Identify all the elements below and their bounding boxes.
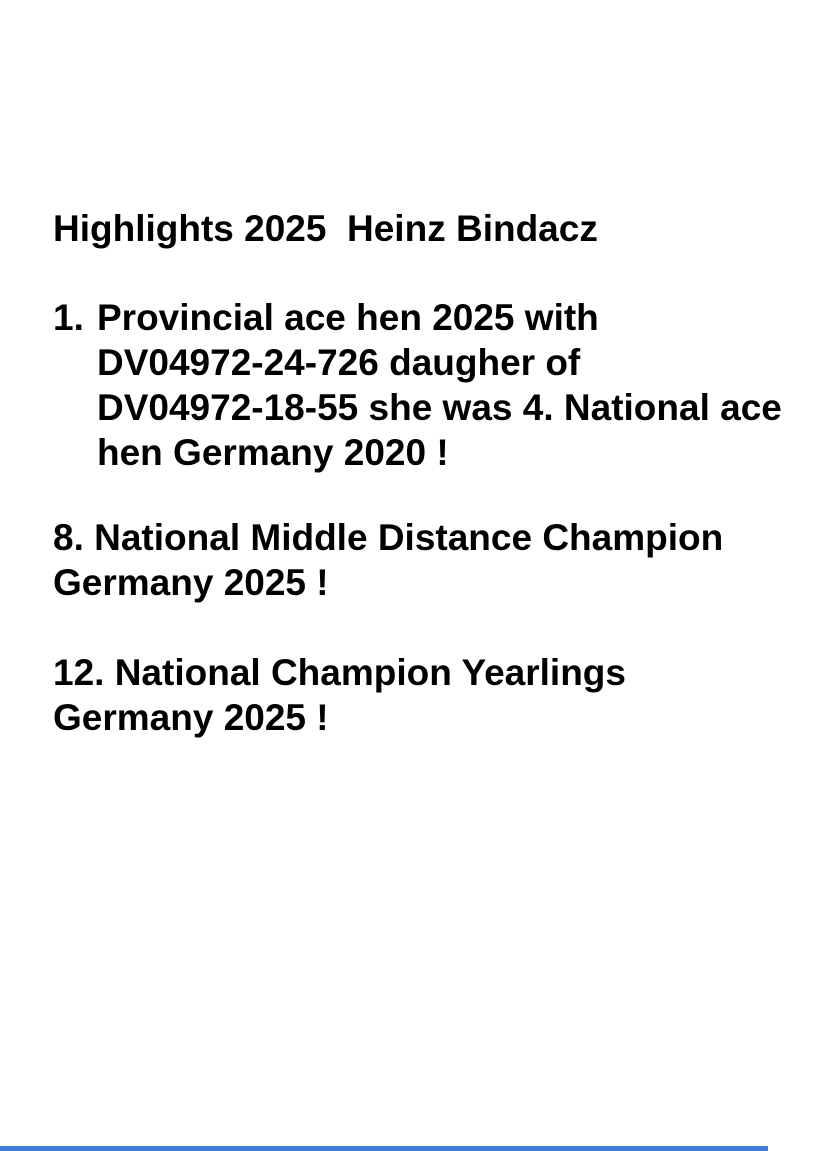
text-line: 12. National Champion Yearlings — [53, 652, 626, 693]
text-line: 8. National Middle Distance Champion — [53, 517, 724, 558]
progress-bar — [0, 1146, 768, 1151]
text-line: Germany 2025 ! — [53, 562, 329, 603]
list-item-12 — [53, 650, 800, 740]
document-title: Highlights 2025 Heinz Bindacz — [53, 208, 598, 249]
text-line: DV04972-24-726 daugher of — [97, 342, 581, 383]
text-line: Provincial ace hen 2025 with — [97, 297, 599, 338]
text-line: hen Germany 2020 ! — [97, 432, 449, 473]
list-number: 1. — [53, 297, 84, 338]
text-line: DV04972-18-55 she was 4. National ace — [97, 387, 782, 428]
list-item-8 — [53, 515, 800, 605]
text-line: Germany 2025 ! — [53, 697, 329, 738]
list-item-1 — [53, 295, 800, 475]
